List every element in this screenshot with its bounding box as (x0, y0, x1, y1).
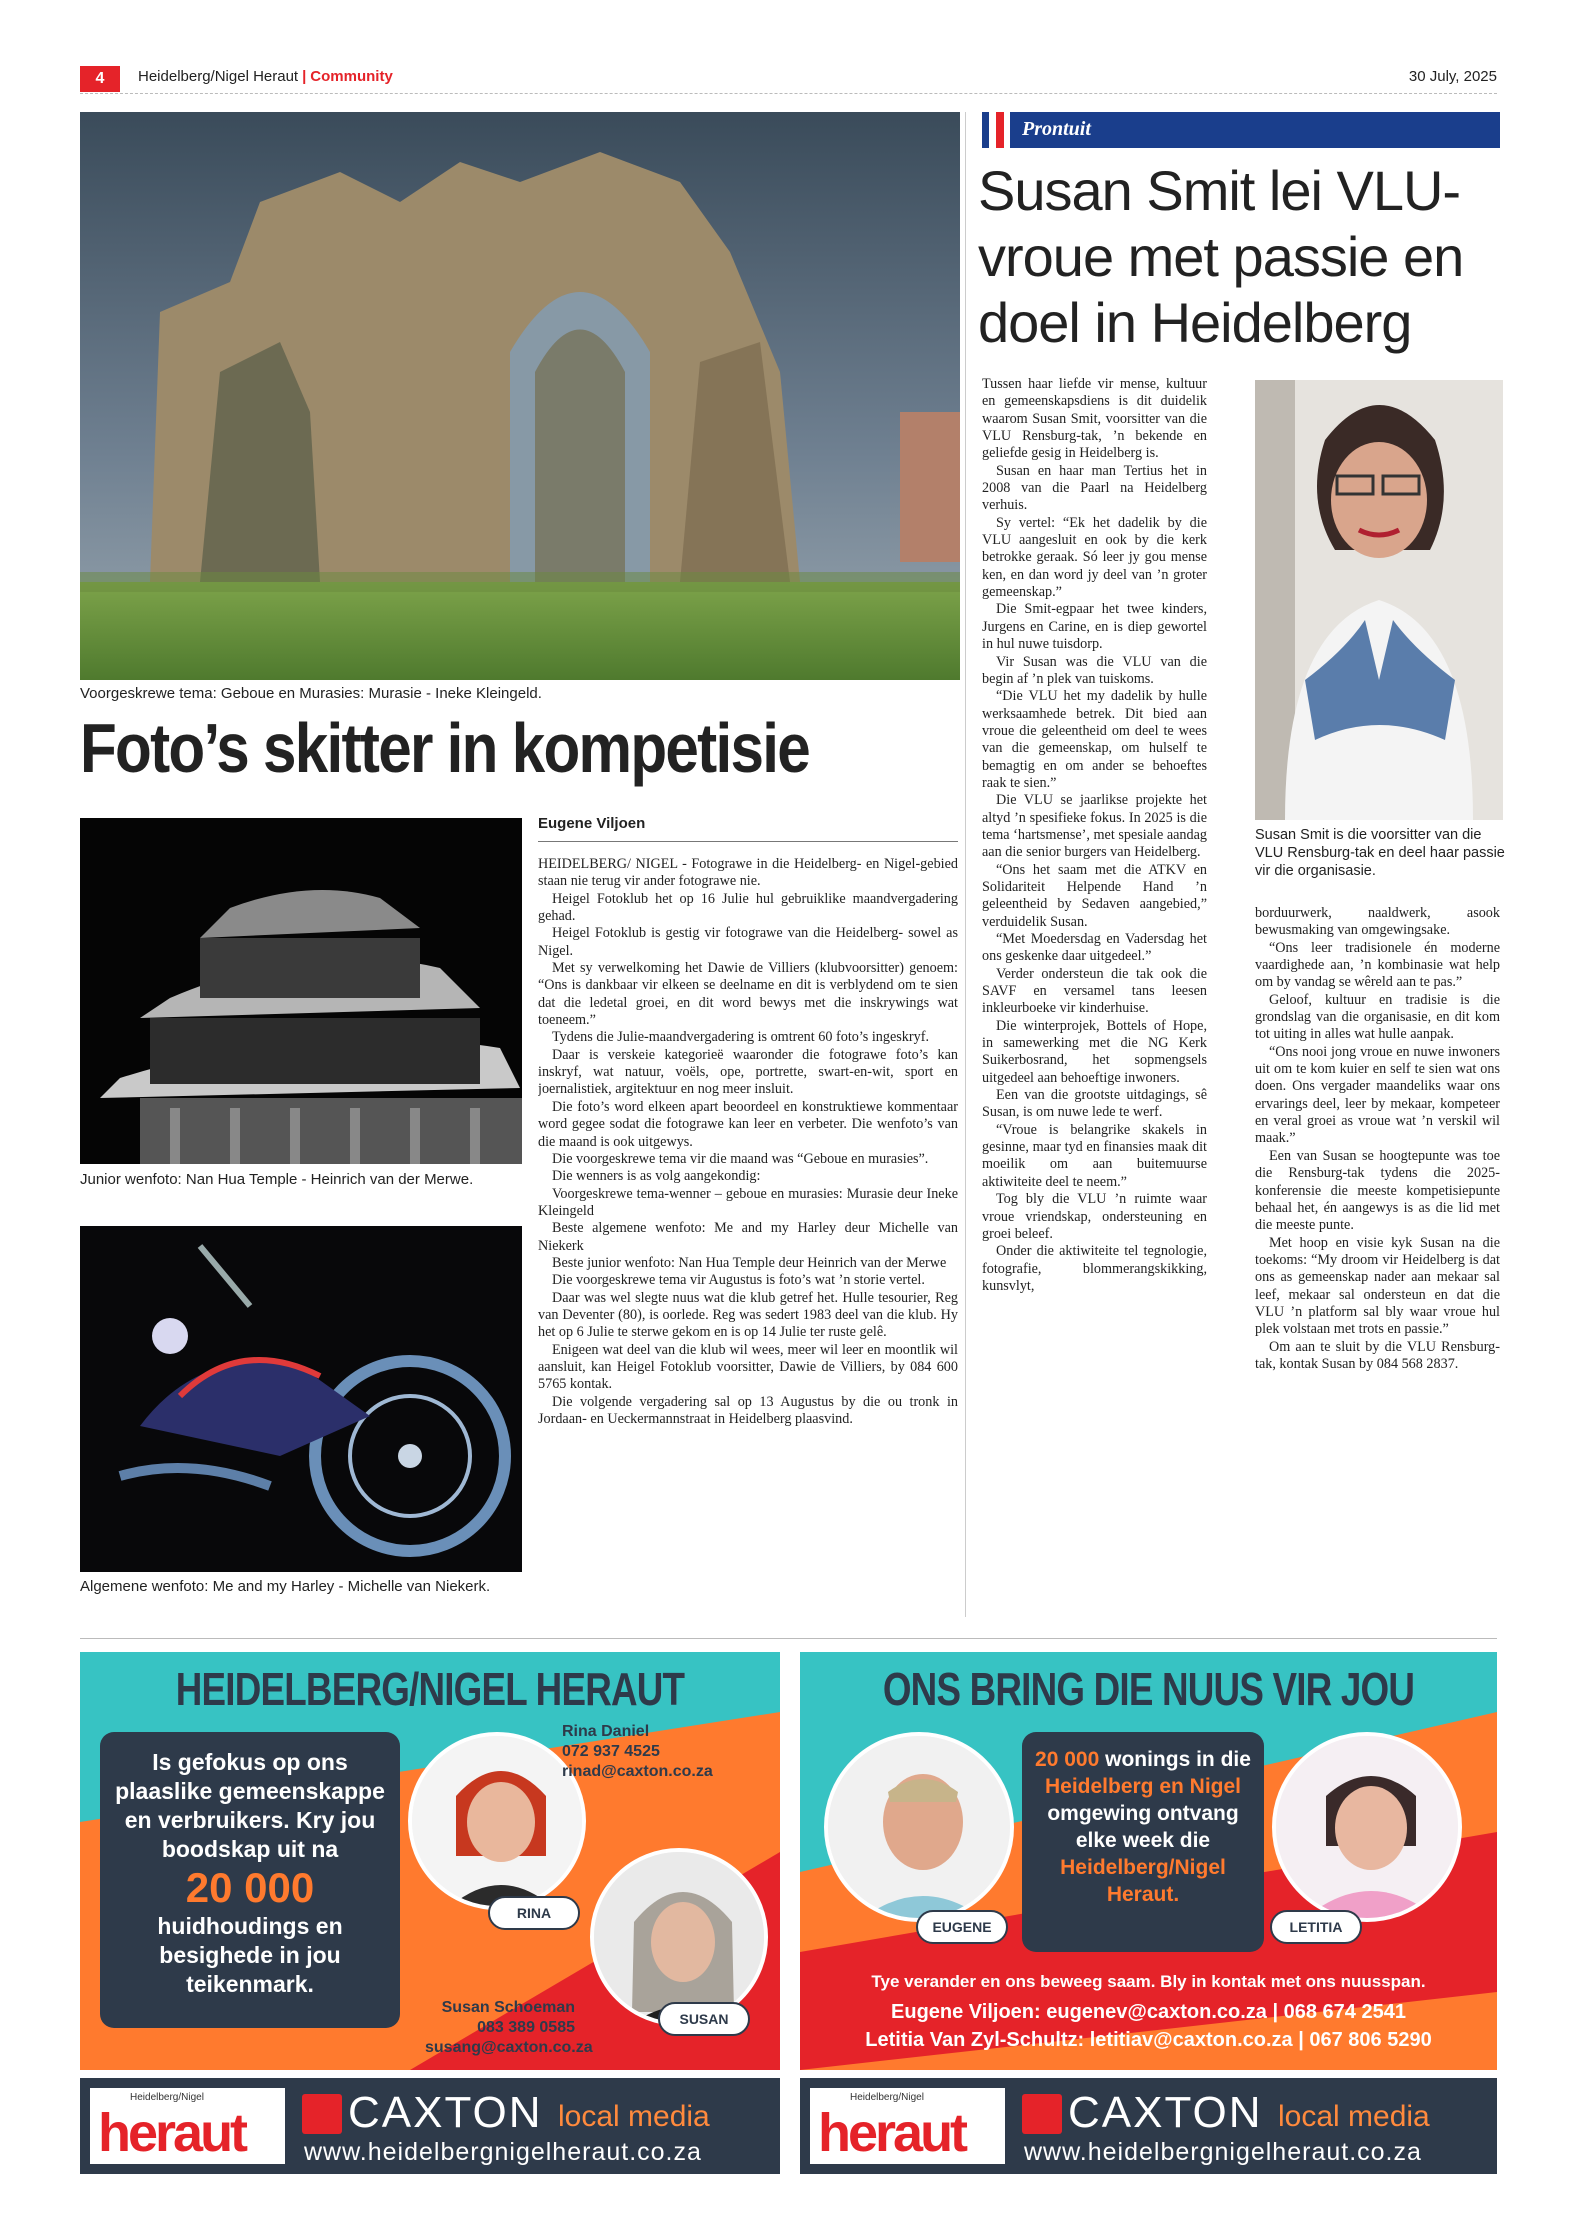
paragraph: Die voorgeskrewe tema vir die maand was “Geboue en murasies”. (552, 1150, 929, 1167)
susan-name: Susan Schoeman (441, 1999, 575, 2016)
heraut-logo (810, 2088, 1005, 2164)
paragraph: Onder die aktiwiteite tel tegnologie, fotografie, blommerangskikking, kunsvlyt, (982, 1243, 1207, 1294)
susan-contact (425, 1998, 593, 2058)
advert-news-team[interactable] (800, 1652, 1497, 2070)
paragraph: “Ons leer tradisionele én moderne vaardighede aan, ’n kombinasie wat help om by vandag se wêreld aan te pas.” (1255, 939, 1500, 991)
logo-word: heraut (818, 2103, 966, 2163)
reach-text-1: wonings in die (1105, 1748, 1251, 1771)
publication-name: Heidelberg/Nigel Heraut (138, 68, 299, 85)
paragraph: Beste junior wenfoto: Nan Hua Temple deur Heinrich van der Merwe (552, 1254, 947, 1271)
reach-text-2: omgewing ontvang elke week die (1047, 1802, 1239, 1852)
paragraph: Susan en haar man Tertius het in 2008 van die Paarl na Heidelberg verhuis. (982, 462, 1207, 514)
ad-message-box (100, 1732, 400, 2028)
reach-paper: Heidelberg/Nigel Heraut. (1060, 1856, 1226, 1906)
paragraph: Die foto’s word elkeen apart beoordeel en konstruktiewe kommentaar word gegee sodat die fotograwe kan leer en verbeter. Die wenfoto’s van die maand is ook uitgewys. (538, 1098, 958, 1150)
susan-schoeman-photo (590, 1848, 768, 2026)
paragraph: Tydens die Julie-maandvergadering is omtrent 60 foto’s ingeskryf. (552, 1029, 929, 1046)
susan-phone: 083 389 0585 (477, 2019, 575, 2036)
page-number: 4 (80, 66, 120, 92)
paragraph: Die voorgeskrewe tema vir Augustus is foto’s wat ’n storie vertel. (552, 1272, 925, 1289)
rina-phone: 072 937 4525 (562, 1743, 660, 1760)
paragraph: Geloof, kultuur en tradisie is die grondslag van die organisasie, en dit kom tot uiting in alles wat hulle aanpak. (1255, 991, 1500, 1043)
paragraph: Vir Susan was die VLU van die begin af ’n plek van tuiskoms. (982, 653, 1207, 687)
paragraph: Daar is verskeie kategorieë waaronder die fotograwe foto’s kan inskryf, wat natuur, voëls, ope, portrette, swart-en-wit, sport en joernalistiek, argitektuur en nog meer insluit. (538, 1046, 958, 1098)
ad-title: HEIDELBERG/NIGEL HERAUT (175, 1663, 685, 1715)
caxton-logo-icon (1022, 2094, 1062, 2134)
paragraph: Om aan te sluit by die VLU Rensburg-tak, kontak Susan by 084 568 2837. (1255, 1338, 1500, 1372)
byline-rule (538, 841, 958, 842)
temple-photo (80, 818, 522, 1164)
brand-footer-left[interactable] (80, 2078, 780, 2174)
ad-title: ONS BRING DIE NUUS VIR JOU (882, 1663, 1415, 1715)
rina-photo (408, 1732, 586, 1910)
caxton-wordmark: CAXTON (348, 2088, 543, 2137)
paragraph: Met sy verwelkoming het Dawie de Villiers (klubvoorsitter) genoem: “Ons is dankbaar vir elkeen se deelname en dit is verblydend om te sien dat die ledetal groei, en dit word bewys met die inskrywings wat toeneem.” (538, 960, 958, 1029)
local-media-text: local media (1278, 2100, 1430, 2133)
caxton-wordmark: CAXTON (1068, 2088, 1263, 2137)
paragraph: Beste algemene wenfoto: Me and my Harley deur Michelle van Niekerk (538, 1220, 958, 1254)
motorcycle-photo (80, 1226, 522, 1572)
paragraph: Enigeen wat deel van die klub wil wees, meer wil leer en moontlik wil aansluit, kan Heigel Fotoklub voorsitter, Dawie de Villiers, by 084 600 5765 kontak. (538, 1341, 958, 1393)
right-article-col2 (1255, 905, 1500, 1615)
website-link[interactable]: www.heidelbergnigelheraut.co.za (1024, 2138, 1422, 2166)
letitia-tag: LETITIA (1270, 1910, 1362, 1944)
profile-headline: Susan Smit lei VLU-vroue met passie en doel in Heidelberg (978, 159, 1464, 354)
paragraph: Voorgeskrewe tema-wenner – geboue en murasies: Murasie deur Ineke Kleingeld (538, 1185, 958, 1219)
local-media-text: local media (558, 2100, 710, 2133)
ruins-caption: Voorgeskrewe tema: Geboue en Murasies: Murasie - Ineke Kleingeld. (80, 685, 542, 702)
paragraph: Die volgende vergadering sal op 13 Augustus by die ou tronk in Jordaan- en Ueckermannstraat in Heidelberg plaasvind. (538, 1393, 958, 1427)
paragraph: Tog bly die VLU ’n ruimte waar vroue vriendskap, ondersteuning en groei beleef. (982, 1191, 1207, 1242)
ad-message-top: Is gefokus op ons plaaslike gemeenskappe en verbruikers. Kry jou boodskap uit na (115, 1749, 385, 1862)
eugene-tag: EUGENE (916, 1910, 1008, 1944)
temple-caption: Junior wenfoto: Nan Hua Temple - Heinrich van der Merwe. (80, 1171, 474, 1188)
paragraph: Sy vertel: “Ek het dadelik by die VLU aangesluit en ook by die kerk betrokke geraak. Só leer jy gou mense ken, en dan word jy deel van ’n groter gemeenskap.” (982, 514, 1207, 601)
paragraph: “Ons het saam met die ATKV en Solidariteit Helpende Hand ’n geleentheid by Sedaven aangebied,” verduidelik Susan. (982, 861, 1207, 930)
ad-big-number: 20 000 (185, 1864, 315, 1911)
paragraph: Die winterprojek, Bottels of Hope, in samewerking met die NG Kerk Suikerbosrand, het sopmengsels uitgedeel aan behoeftige inwoners. (982, 1017, 1207, 1086)
rina-contact (562, 1722, 713, 1782)
section-name: Community (310, 68, 393, 85)
reach-area: Heidelberg en Nigel (1044, 1775, 1242, 1798)
eugene-contact: Eugene Viljoen: eugenev@caxton.co.za | 068 674 2541 (891, 2001, 1406, 2023)
paragraph: “Vroue is belangrike skakels in gesinne, maar tyd en finansies maak dit moeilik om aan buitemuurse aktiwiteite deel te neem.” (982, 1121, 1207, 1190)
ad-reach-box (1022, 1732, 1264, 1952)
brand-footer-right[interactable] (800, 2078, 1497, 2174)
website-link[interactable]: www.heidelbergnigelheraut.co.za (304, 2138, 702, 2166)
paragraph: “Met Moedersdag en Vadersdag het ons geskenke daar uitgedeel.” (982, 931, 1207, 965)
susan-photo-caption: Susan Smit is die voorsitter van die VLU Rensburg-tak en deel haar passie vir die organisasie. (1255, 827, 1505, 879)
logo-small-text: Heidelberg/Nigel (130, 2092, 204, 2103)
ruins-photo (80, 112, 960, 680)
byline: Eugene Viljoen (538, 815, 646, 832)
paragraph: Een van die grootste uitdagings, sê Susan, is om nuwe lede te werf. (982, 1087, 1207, 1121)
flag-icon (982, 112, 1004, 148)
ad-message-bottom: huidhoudings en besighede in jou teikenmark. (157, 1913, 343, 1997)
paragraph: Heigel Fotoklub het op 16 Julie hul gebruiklike maandvergadering gehad. (538, 890, 958, 925)
motorcycle-caption: Algemene wenfoto: Me and my Harley - Michelle van Niekerk. (80, 1578, 491, 1595)
paragraph: Die wenners is as volg aangekondig: (552, 1168, 761, 1185)
logo-word: heraut (98, 2103, 246, 2163)
susan-email: susang@caxton.co.za (425, 2039, 593, 2056)
susan-smit-photo (1255, 380, 1503, 820)
article-headline: Foto’s skitter in kompetisie (80, 709, 810, 787)
paragraph: Daar was wel slegte nuus wat die klub getref het. Hulle tesourier, Reg van Deventer (80), is oorlede. Reg was sedert 1983 deel van die klub. Hy het op 6 Julie te sterwe gekom en is op 14 Julie ter ruste gelê. (538, 1289, 958, 1341)
publication-header (138, 68, 393, 85)
paragraph: Die VLU se jaarlikse projekte het altyd ’n spesifieke fokus. In 2025 is die tema ‘hartsmense’, met spesiale aandag aan die senior burgers van Heidelberg. (982, 792, 1207, 861)
rina-email: rinad@caxton.co.za (562, 1763, 713, 1780)
column-rule (965, 112, 966, 1617)
letitia-contact: Letitia Van Zyl-Schultz: letitiav@caxton.co.za | 067 806 5290 (865, 2029, 1432, 2051)
susan-tag: SUSAN (658, 2002, 750, 2036)
header-separator: | (302, 68, 307, 85)
issue-date: 30 July, 2025 (1408, 68, 1497, 85)
paragraph: Heigel Fotoklub is gestig vir fotograwe van die Heidelberg- sowel as Nigel. (538, 925, 958, 959)
header-rule (80, 93, 1497, 94)
ad-divider (80, 1638, 1497, 1639)
prontuit-tag: Prontuit (1022, 118, 1091, 140)
paragraph: borduurwerk, naaldwerk, asook bewusmaking van omgewingsake. (1255, 905, 1500, 939)
paragraph: Een van Susan se hoogtepunte was toe die Rensburg-tak tydens die 2025-konferensie die meeste kompetisiepunte behaal het, én aangewys is as die lid met die meeste punte. (1255, 1147, 1500, 1234)
paragraph: HEIDELBERG/ NIGEL - Fotograwe in die Heidelberg- en Nigel-gebied staan nie terug vir ander fotograwe nie. (538, 856, 958, 890)
paragraph: Verder ondersteun die tak ook die SAVF en versamel tans leesen inkleurboeke vir kinderhuise. (982, 965, 1207, 1017)
logo-small-text: Heidelberg/Nigel (850, 2092, 924, 2103)
heraut-logo (90, 2088, 285, 2164)
paragraph: Tussen haar liefde vir mense, kultuur en gemeenskapsdiens is dit duidelik waarom Susan Smit, voorsitter van die VLU Rensburg-tak, ’n bekende en geliefde gesig in Heidelberg is. (982, 376, 1207, 462)
right-article-col1 (982, 376, 1207, 1616)
left-article-body (538, 856, 958, 1616)
caxton-logo-icon (302, 2094, 342, 2134)
letitia-photo (1272, 1732, 1462, 1922)
rina-tag: RINA (488, 1896, 580, 1930)
ad-strap: Tye verander en ons beweeg saam. Bly in kontak met ons nuusspan. (871, 1972, 1426, 1991)
advert-heraut[interactable] (80, 1652, 780, 2070)
paragraph: Met hoop en visie kyk Susan na die toekoms: “My droom vir Heidelberg is dat ons as gemeenskap nader aan mekaar sal leef, mekaar sal ondersteun en dat die VLU ’n platform sal bly waar vroue hul plek volstaan met trots en passie.” (1255, 1234, 1500, 1338)
paragraph: Die Smit-egpaar het twee kinders, Jurgens en Carine, en is diep gewortel in hul nuwe tuisdorp. (982, 601, 1207, 653)
paragraph: “Die VLU het my dadelik by hulle werksaamhede betrek. Dit bied aan vroue die geleentheid om deel te wees van die gemeenskap, om hulself te bemagtig en om ander se behoeftes raak te sien.” (982, 688, 1207, 791)
reach-number: 20 000 (1035, 1748, 1100, 1771)
rina-name: Rina Daniel (562, 1723, 650, 1740)
paragraph: “Ons nooi jong vroue en nuwe inwoners uit om te kom kuier en self te sien wat ons doen. Ons vergader maandeliks waar ons ervarings deel, leer by mekaar, kompeteer en veral groei as vroue wat ’n verskil wil maak.” (1255, 1043, 1500, 1147)
eugene-photo (824, 1732, 1014, 1922)
